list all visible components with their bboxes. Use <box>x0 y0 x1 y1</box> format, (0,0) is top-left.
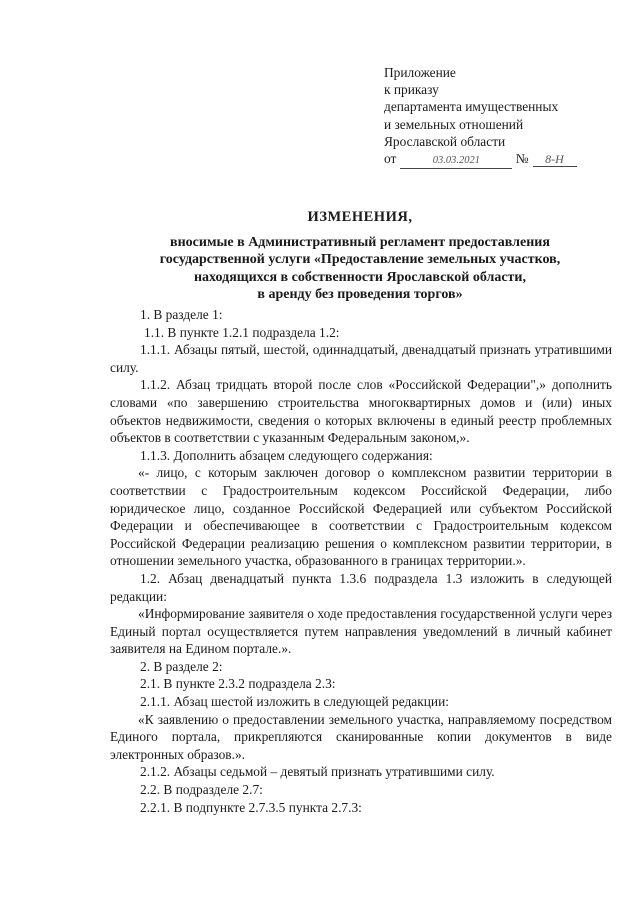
paragraph: 2.2.1. В подпункте 2.7.3.5 пункта 2.7.3: <box>140 799 362 815</box>
heading-line: находящихся в собственности Ярославской области, <box>193 269 526 285</box>
order-number: 8-Н <box>533 152 577 167</box>
heading-line: государственной услуги «Предоставление земельных участков, <box>159 252 561 268</box>
paragraph: 1.1.1. Абзацы пятый, шестой, одиннадцатый, двенадцатый признать утратившими силу. <box>110 342 612 375</box>
appendix-line: Ярославской области <box>384 133 506 149</box>
paragraph: «Информирование заявителя о ходе предоставления государственной услуги через Единый портал осуществляется путем направления уведомлений в личный кабинет заявителя на Едином портале.». <box>110 606 612 657</box>
paragraph: 1.2. Абзац двенадцатый пункта 1.3.6 подраздела 1.3 изложить в следующей редакции: <box>110 570 612 604</box>
paragraph: 1.1. В пункте 1.2.1 подраздела 1.2: <box>144 324 340 340</box>
paragraph: «- лицо, с которым заключен договор о комплексном развитии территории в соответствии с Градостроительным кодексом Российской Федерации, либо юридическое лицо, созданное Российской Федерацией или субъектом Российской Федерации и обеспечивающее в соответствии с Градостроительным кодексом Российской Федерации реализацию решения о комплексном развитии территории, в отношении земельного участка, образованного в границах территории.». <box>110 465 612 569</box>
appendix-block <box>384 64 624 169</box>
paragraph: 2. В разделе 2: <box>140 658 223 674</box>
paragraph: 2.1.2. Абзацы седьмой – девятый признать утратившими силу. <box>140 764 495 780</box>
paragraph: «К заявлению о предоставлении земельного участка, направляемому посредством Единого портала, прикрепляются сканированные копии документов в виде электронных образов.». <box>110 711 612 762</box>
document-body <box>110 306 612 816</box>
paragraph: 1.1.2. Абзац тридцать второй после слов «Российской Федерации",» дополнить словами «по завершению строительства многоквартирных домов и (или) иных объектов недвижимости, сведения о которых включены в единый реестр проблемных объектов в соответствии с указанным Федеральным законом,». <box>110 377 612 446</box>
document-heading <box>80 209 640 304</box>
page-title: ИЗМЕНЕНИЯ, <box>307 209 413 225</box>
date-prefix: от <box>384 151 397 167</box>
appendix-line: Приложение <box>384 65 456 80</box>
paragraph: 1.1.3. Дополнить абзацем следующего содержания: <box>140 447 433 463</box>
order-date: 03.03.2021 <box>400 154 512 169</box>
paragraph: 1. В разделе 1: <box>140 307 223 322</box>
heading-line: вносимые в Административный регламент предоставления <box>170 234 550 250</box>
appendix-line: департамента имущественных <box>384 99 559 115</box>
paragraph: 2.1. В пункте 2.3.2 подраздела 2.3: <box>140 676 336 692</box>
heading-line: в аренду без проведения торгов» <box>257 287 463 303</box>
paragraph: 2.2. В подразделе 2.7: <box>140 782 263 798</box>
number-prefix: № <box>515 151 529 167</box>
order-date-row <box>384 150 624 169</box>
appendix-line: к приказу <box>384 82 439 98</box>
paragraph: 2.1.1. Абзац шестой изложить в следующей редакции: <box>140 694 449 710</box>
appendix-line: и земельных отношений <box>384 116 524 132</box>
